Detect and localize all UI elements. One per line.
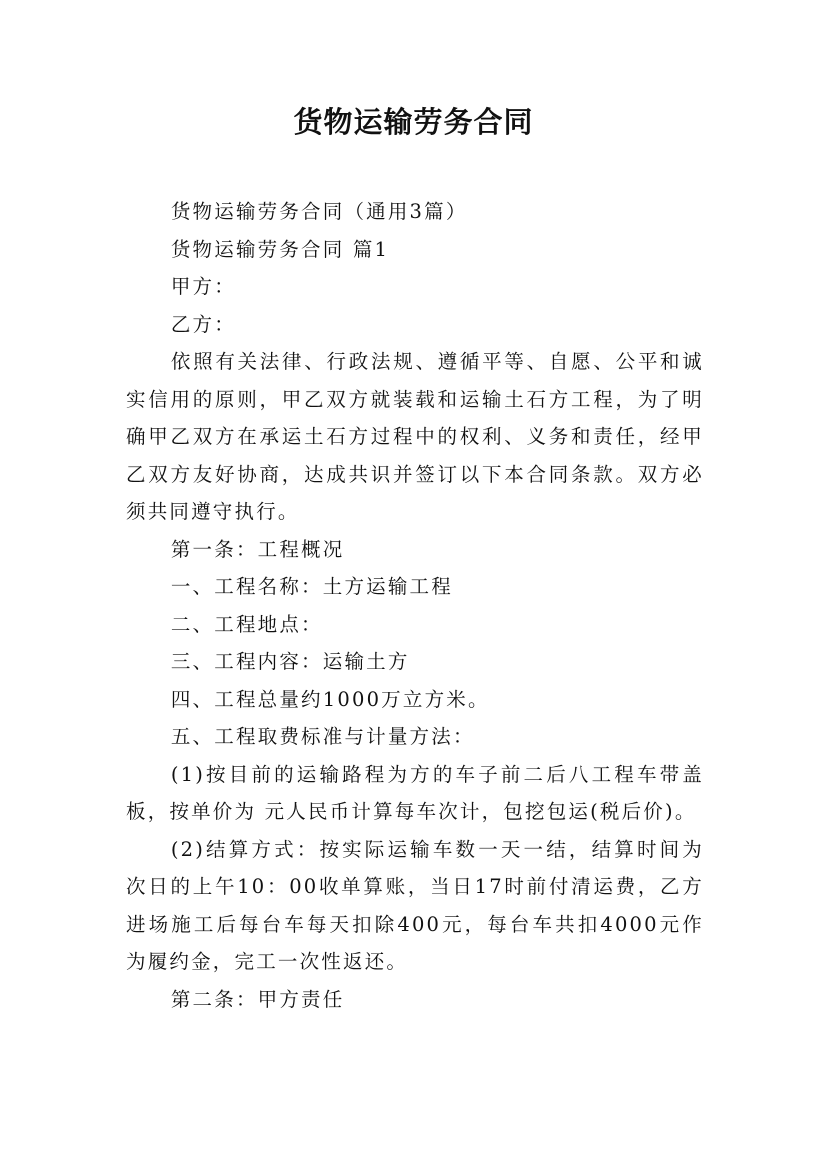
paragraph-project-volume: 四、工程总量约1000万立方米。 bbox=[170, 687, 490, 711]
paragraph-article-1: 第一条：工程概况 bbox=[170, 537, 345, 561]
paragraph-clause-2: (2)结算方式：按实际运输车数一天一结，结算时间为次日的上午10：00收单算账，当日17时前付清运费，乙方进场施工后每台车每天扣除400元，每台车共扣4000元作为履约金，完工一次性返还。 bbox=[126, 837, 704, 973]
paragraph-subtitle: 货物运输劳务合同（通用3篇） bbox=[170, 200, 468, 223]
paragraph-clause-1: (1)按目前的运输路程为方的车子前二后八工程车带盖板，按单价为 元人民币计算每车次计，包挖包运(税后价)。 bbox=[126, 762, 704, 823]
paragraph-fee-standard: 五、工程取费标准与计量方法： bbox=[170, 725, 475, 748]
paragraph-project-content: 三、工程内容：运输土方 bbox=[170, 650, 410, 673]
paragraph-party-b: 乙方： bbox=[170, 312, 236, 336]
document-title: 货物运输劳务合同 bbox=[293, 105, 534, 139]
paragraph-part-heading: 货物运输劳务合同 篇1 bbox=[170, 237, 390, 261]
document-body bbox=[126, 193, 704, 1018]
paragraph-project-location: 二、工程地点： bbox=[170, 612, 323, 636]
paragraph-party-a: 甲方： bbox=[170, 275, 236, 298]
paragraph-preamble: 依照有关法律、行政法规、遵循平等、自愿、公平和诚实信用的原则，甲乙双方就装载和运输土石方工程，为了明确甲乙双方在承运土石方过程中的权利、义务和责任，经甲乙双方友好协商，达成共识并签订以下本合同条款。双方必须共同遵守执行。 bbox=[126, 350, 704, 523]
paragraph-article-2: 第二条：甲方责任 bbox=[170, 987, 345, 1011]
paragraph-project-name: 一、工程名称：土方运输工程 bbox=[170, 575, 453, 598]
